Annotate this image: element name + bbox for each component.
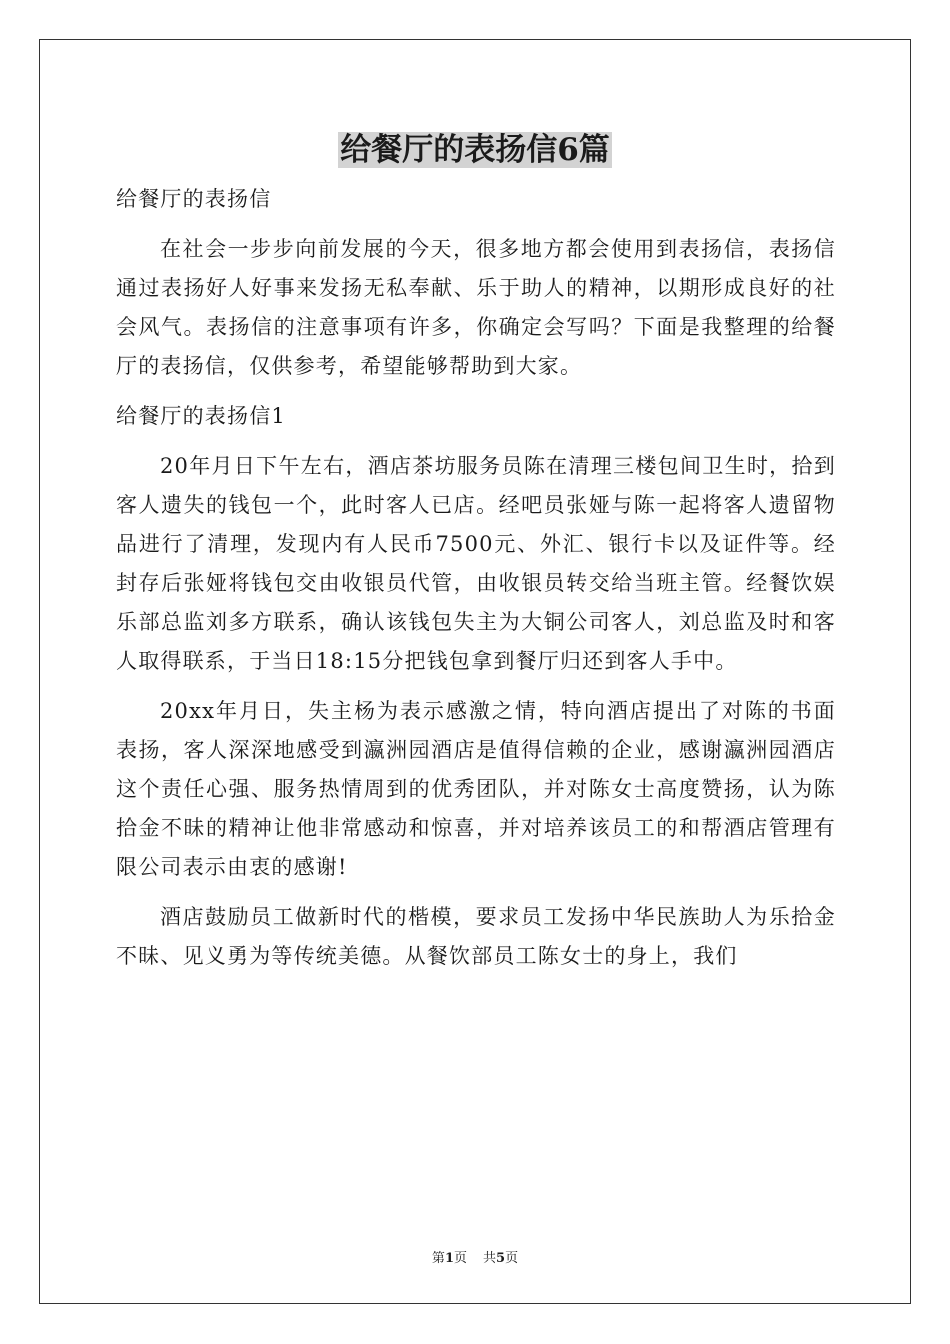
page-total-prefix: 共	[483, 1251, 497, 1266]
page-number-suffix: 页	[453, 1251, 467, 1266]
document-title	[0, 128, 950, 172]
body-paragraph: 在社会一步步向前发展的今天，很多地方都会使用到表扬信，表扬信通过表扬好人好事来发扬无私奉献、乐于助人的精神，以期形成良好的社会风气。表扬信的注意事项有许多，你确定会写吗？下面是我整理的给餐厅的表扬信，仅供参考，希望能够帮助到大家。	[116, 237, 836, 378]
body-paragraph: 20年月日下午左右，酒店茶坊服务员陈在清理三楼包间卫生时，拾到客人遗失的钱包一个，此时客人已店。经吧员张娅与陈一起将客人遗留物品进行了清理，发现内有人民币7500元、外汇、银行卡以及证件等。经封存后张娅将钱包交由收银员代管，由收银员转交给当班主管。经餐饮娱乐部总监刘多方联系，确认该钱包失主为大铜公司客人，刘总监及时和客人取得联系，于当日18:15分把钱包拿到餐厅归还到客人手中。	[116, 454, 836, 673]
document-body	[116, 180, 836, 987]
body-paragraph: 20xx年月日，失主杨为表示感激之情，特向酒店提出了对陈的书面表扬，客人深深地感受到瀛洲园酒店是值得信赖的企业，感谢瀛洲园酒店这个责任心强、服务热情周到的优秀团队，并对陈女士高度赞扬，认为陈拾金不昧的精神让他非常感动和惊喜，并对培养该员工的和帮酒店管理有限公司表示由衷的感谢!	[116, 699, 836, 879]
page-total-suffix: 页	[505, 1251, 519, 1266]
page-footer	[0, 1250, 950, 1268]
section-heading: 给餐厅的表扬信1	[116, 404, 286, 428]
section-heading: 给餐厅的表扬信	[116, 187, 272, 211]
page-number-prefix: 第	[431, 1251, 445, 1266]
body-paragraph: 酒店鼓励员工做新时代的楷模，要求员工发扬中华民族助人为乐拾金不昧、见义勇为等传统美德。从餐饮部员工陈女士的身上，我们	[116, 905, 836, 968]
page-number-current: 1	[444, 1251, 454, 1266]
document-title-text: 给餐厅的表扬信6篇	[340, 132, 610, 168]
page-total: 5	[496, 1251, 506, 1266]
